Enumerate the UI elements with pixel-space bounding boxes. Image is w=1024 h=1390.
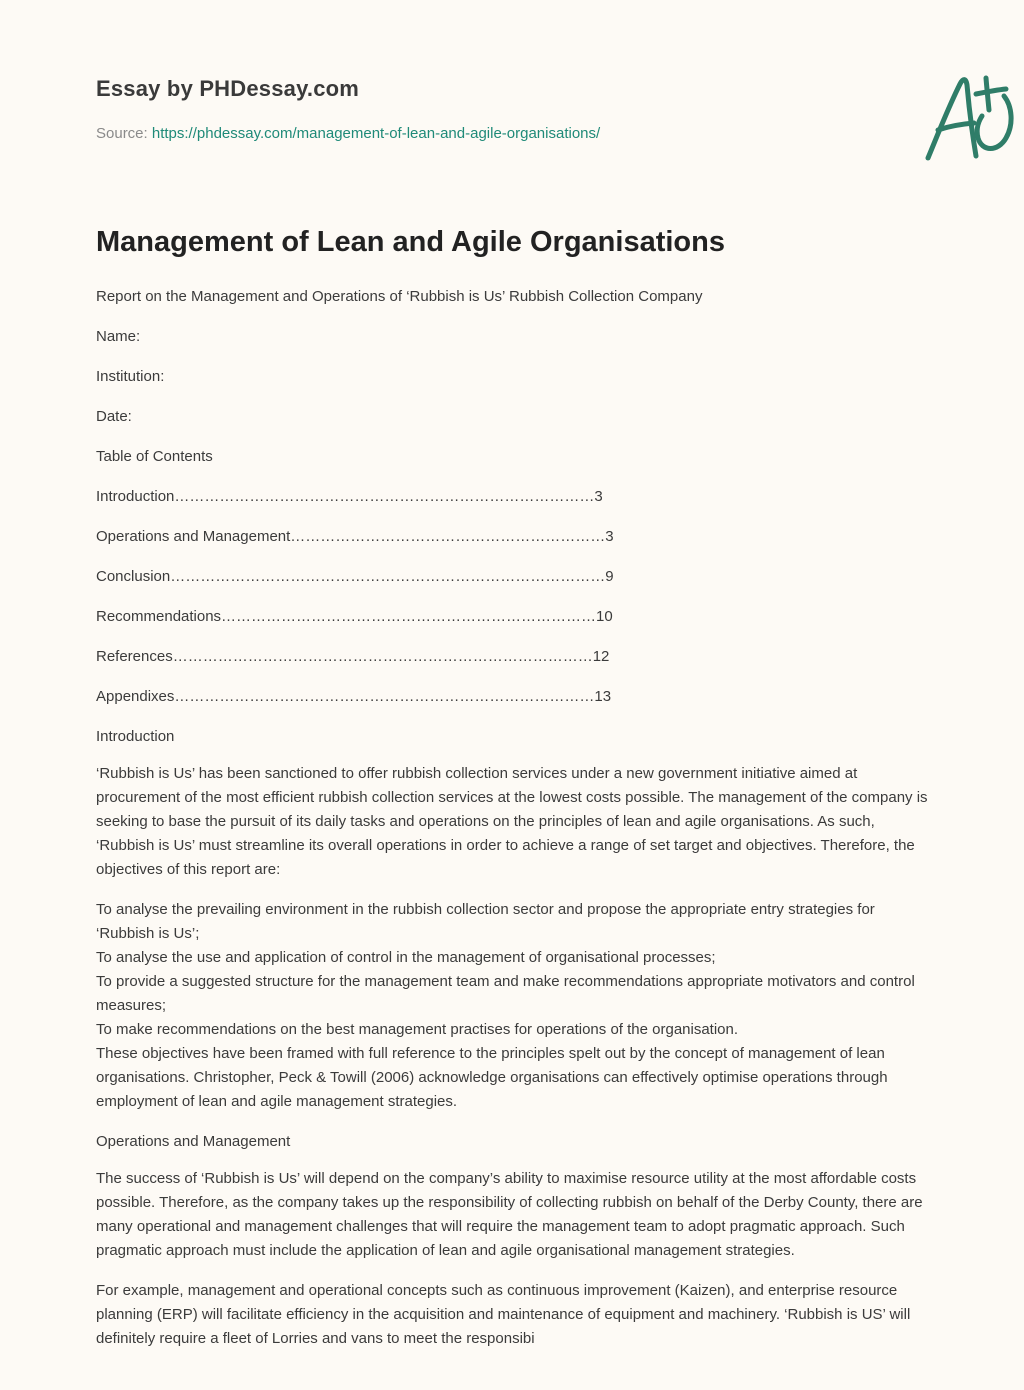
toc-entry: Introduction…………………………………………………………………………3 [96,488,603,505]
objective-item: To analyse the use and application of control in the management of organisational processes; [96,949,716,966]
toc-heading: Table of Contents [96,448,213,465]
date-field-label: Date: [96,408,132,425]
name-field-label: Name: [96,328,141,345]
toc-entry: Appendixes…………………………………………………………………………13 [96,688,612,705]
source-link[interactable]: https://phdessay.com/management-of-lean-and-agile-organisations/ [151,125,601,142]
toc-entry: References…………………………………………………………………………12 [96,648,610,665]
objective-item: To analyse the prevailing environment in the rubbish collection sector and propose the appropriate entry strategies for ‘Rubbish is Us’; [96,901,875,942]
institution-field-label: Institution: [96,368,165,385]
introduction-paragraph: ‘Rubbish is Us’ has been sanctioned to offer rubbish collection services under a new government initiative aimed at procurement of the most efficient rubbish collection services at the lowest costs possible. The management of the company is seeking to base the pursuit of its daily tasks and operations on the principles of lean and agile organisations. As such, ‘Rubbish is Us’ must streamline its overall operations in order to achieve a range of set target and objectives. Therefore, the objectives of this report are: [96,765,928,878]
toc-entry: Recommendations…………………………………………………………………10 [96,608,613,625]
objectives-list [96,898,928,1114]
objective-item: To provide a suggested structure for the management team and make recommendations appropriate motivators and control measures; [96,973,915,1014]
source-line [96,125,600,142]
a-plus-logo-icon [916,66,1024,166]
operations-paragraph: The success of ‘Rubbish is Us’ will depend on the company’s ability to maximise resource utility at the most affordable costs possible. Therefore, as the company takes up the responsibility of collecting rubbish on behalf of the Derby County, there are many operational and management challenges that will require the management team to adopt pragmatic approach. Such pragmatic approach must include the application of lean and agile organisational management strategies. [96,1170,923,1259]
toc-entry: Operations and Management………………………………………………………3 [96,528,614,545]
report-subtitle: Report on the Management and Operations of ‘Rubbish is Us’ Rubbish Collection Company [96,288,703,305]
objectives-summary: These objectives have been framed with full reference to the principles spelt out by the concept of management of lean organisations. Christopher, Peck & Towill (2006) acknowledge organisations can effectively optimise operations through employment of lean and agile management strategies. [96,1045,888,1110]
toc-entry: Conclusion……………………………………………………………………………9 [96,568,614,585]
site-brand: Essay by PHDessay.com [96,76,360,101]
source-label: Source: [96,125,152,142]
operations-heading: Operations and Management [96,1133,291,1150]
essay-title: Management of Lean and Agile Organisations [96,226,725,258]
introduction-heading: Introduction [96,728,175,745]
operations-paragraph: For example, management and operational concepts such as continuous improvement (Kaizen), and enterprise resource planning (ERP) will facilitate efficiency in the acquisition and maintenance of equipment and machinery. ‘Rubbish is US’ will definitely require a fleet of Lorries and vans to meet the responsibi [96,1282,911,1347]
essay-body [96,285,928,1367]
objective-item: To make recommendations on the best management practises for operations of the organisation. [96,1021,739,1038]
